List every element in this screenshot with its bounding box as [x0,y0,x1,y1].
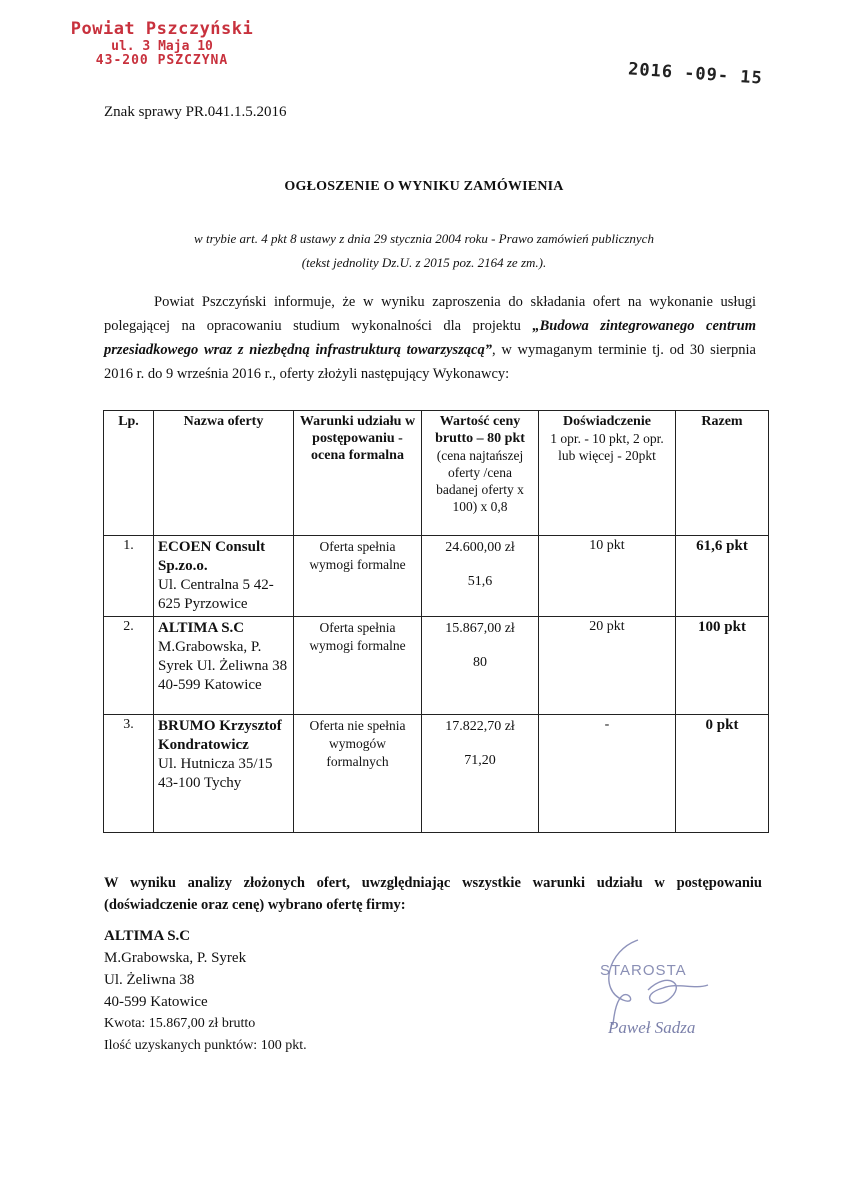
stamp-line-2: ul. 3 Maja 10 [111,38,213,54]
table-header-row [104,411,769,536]
row-lp: 2. [104,617,154,715]
row-total: 61,6 pkt [676,536,769,617]
legal-basis [0,227,848,275]
stamp-line-1: Powiat Pszczyński [70,19,254,39]
row-company: ECOEN Consult Sp.zo.o. [158,539,266,574]
row-price-points: 71,20 [464,753,496,768]
table-row [104,715,769,833]
row-address: Ul. Centralna 5 42-625 Pyrzowice [158,577,274,612]
selection-summary: W wyniku analizy złożonych ofert, uwzględniając wszystkie warunki udziału w postępowaniu (doświadczenie oraz cenę) wybrano ofertę firmy: [104,875,762,913]
legal-line-1: w trybie art. 4 pkt 8 ustawy z dnia 29 stycznia 2004 roku - Prawo zamówień publicznych [194,231,654,246]
signature-title: STAROSTA [600,962,687,979]
winner-line-2: Ul. Żeliwna 38 [104,972,195,988]
row-name [154,536,294,617]
winner-name: ALTIMA S.C [104,928,191,944]
row-total: 100 pkt [676,617,769,715]
row-conditions: Oferta nie spełnia wymogów formalnych [294,715,422,833]
row-company: ALTIMA S.C [158,620,245,636]
row-value [422,617,539,715]
header-experience-title: Doświadczenie [563,414,651,429]
row-price: 17.822,70 zł [445,719,515,734]
row-value [422,536,539,617]
intro-part-2: , w wymaganym terminie tj. od 30 sierpnia 2016 r. do 9 września 2016 r., oferty złożyli następujący Wykonawcy: [104,342,756,382]
intro-part-1: Powiat Pszczyński informuje, że w wyniku zaproszenia do składania ofert na wykonanie usługi polegającej na opracowaniu studium wykonalności dla projektu [104,294,756,334]
row-company: BRUMO Krzysztof Kondratowicz [158,718,282,753]
row-experience: 20 pkt [539,617,676,715]
header-value-title: Wartość ceny brutto – 80 pkt [435,414,525,446]
header-value [422,411,539,536]
header-name: Nazwa oferty [154,411,294,536]
office-stamp [62,20,262,69]
winner-points: Ilość uzyskanych punktów: 100 pkt. [104,1038,307,1053]
row-name [154,617,294,715]
row-price: 15.867,00 zł [445,621,515,636]
date-stamp: 2016 -09- 15 [627,59,764,89]
row-address: M.Grabowska, P. Syrek Ul. Żeliwna 38 40-599 Katowice [158,639,288,693]
row-conditions: Oferta spełnia wymogi formalne [294,536,422,617]
row-conditions: Oferta spełnia wymogi formalne [294,617,422,715]
stamp-line-3: 43-200 PSZCZYNA [95,53,229,69]
signature-block [578,930,738,1050]
table-row [104,617,769,715]
signature-name: Paweł Sadza [608,1018,696,1037]
row-lp: 1. [104,536,154,617]
row-lp: 3. [104,715,154,833]
winner-line-1: M.Grabowska, P. Syrek [104,950,247,966]
header-total: Razem [676,411,769,536]
header-conditions: Warunki udziału w postępowaniu - ocena formalna [294,411,422,536]
row-total: 0 pkt [676,715,769,833]
row-price-points: 80 [473,655,487,670]
winner-line-3: 40-599 Katowice [104,994,208,1010]
winner-price: Kwota: 15.867,00 zł brutto [104,1016,256,1031]
header-lp: Lp. [104,411,154,536]
winner-block [104,925,307,1057]
project-name: „Budowa zintegrowanego centrum przesiadkowego wraz z niezbędną infrastrukturą towarzyszącą” [104,318,756,358]
legal-line-2: (tekst jednolity Dz.U. z 2015 poz. 2164 ze zm.). [301,255,547,270]
offers-table [103,410,769,833]
case-reference: Znak sprawy PR.041.1.5.2016 [104,104,287,120]
header-experience-rules: 1 opr. - 10 pkt, 2 opr. lub więcej - 20pkt [550,431,664,463]
row-value [422,715,539,833]
row-experience: - [539,715,676,833]
row-address: Ul. Hutnicza 35/15 43-100 Tychy [158,756,273,791]
table-row [104,536,769,617]
header-experience [539,411,676,536]
row-price-points: 51,6 [467,574,493,589]
intro-paragraph [104,290,756,386]
row-experience: 10 pkt [539,536,676,617]
row-price: 24.600,00 zł [445,540,515,555]
page-title: OGŁOSZENIE O WYNIKU ZAMÓWIENIA [284,179,564,194]
row-name [154,715,294,833]
header-value-formula: (cena najtańszej oferty /cena badanej oferty x 100) x 0,8 [436,448,524,514]
